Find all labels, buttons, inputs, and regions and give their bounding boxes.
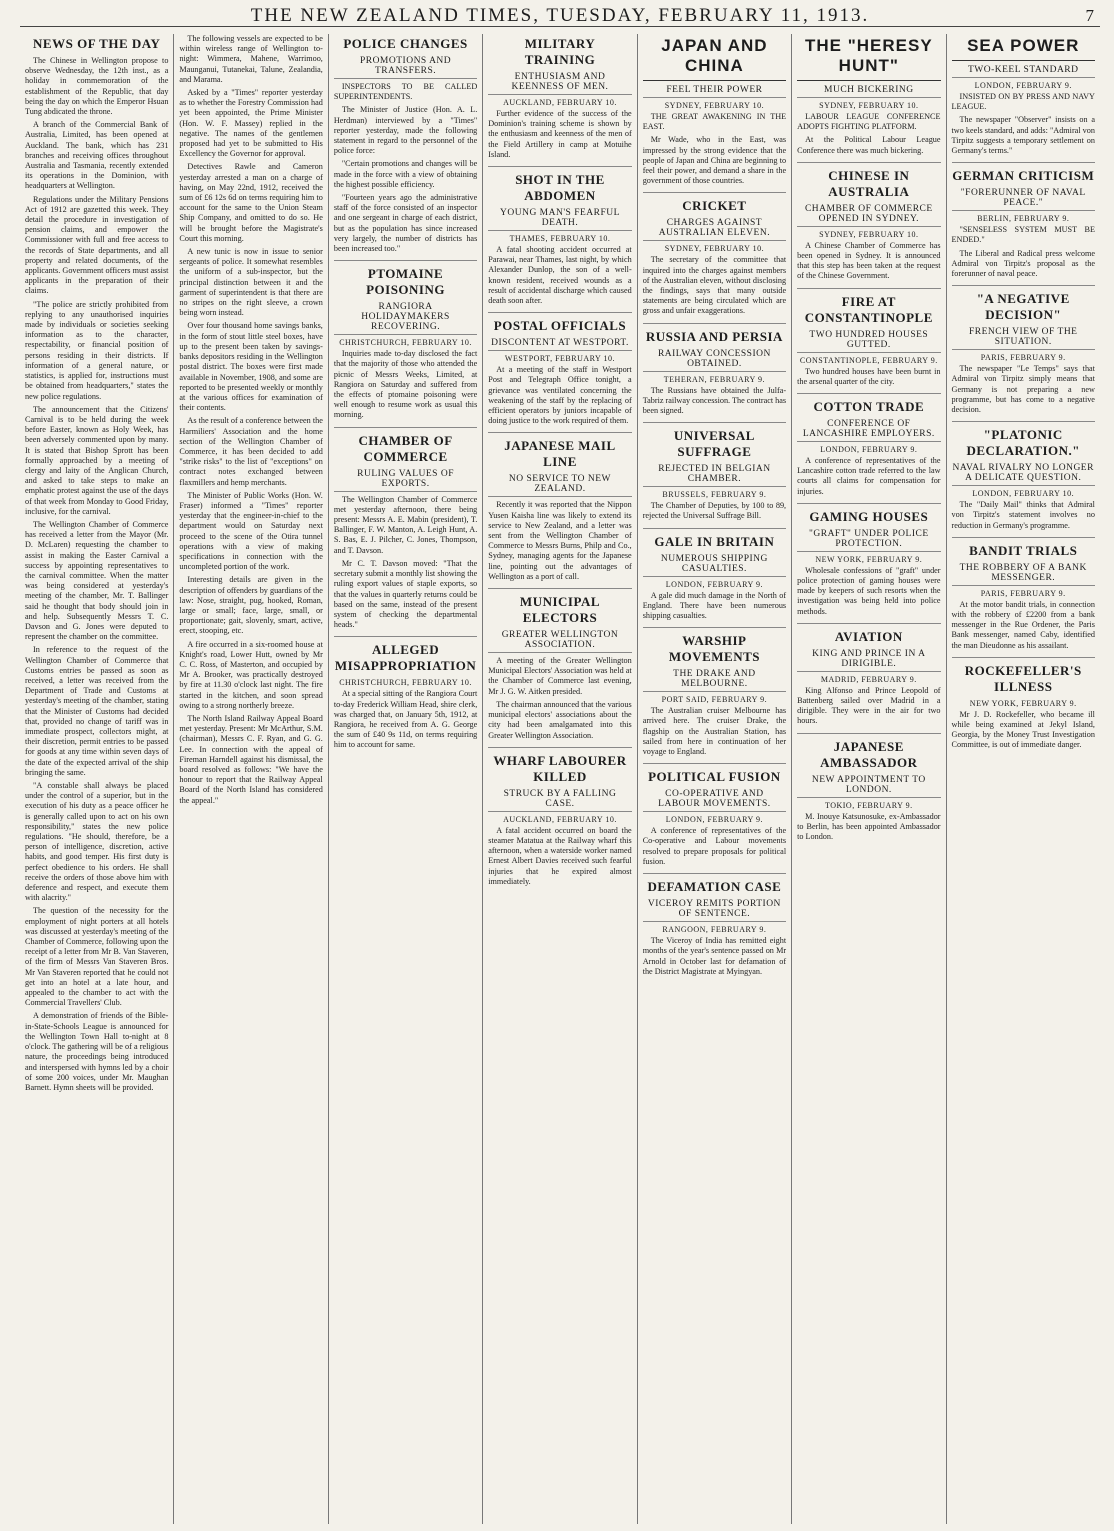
article-headline: GAMING HOUSES — [809, 508, 929, 524]
article-dateline: SYDNEY, FEBRUARY 10. — [664, 244, 765, 254]
column-1 — [20, 34, 173, 1524]
article — [643, 198, 786, 316]
article — [643, 534, 786, 622]
column-4 — [482, 34, 636, 1524]
article-paragraph: "Fourteen years ago the administrative staff of the force consisted of an inspector and one sergeant in charge of each district, but as the population has since increased very largely, the number of districts has been increased too." — [333, 193, 478, 254]
article-headline: CHINESE IN AUSTRALIA — [828, 167, 910, 199]
article-subhead: CO-OPERATIVE AND LABOUR MOVEMENTS. — [643, 789, 786, 812]
article-headline: PTOMAINE POISONING — [366, 266, 445, 298]
article-headline: THE "HERESY HUNT" — [797, 36, 940, 81]
article-paragraph: The Minister of Justice (Hon. A. L. Herdman) interviewed by a "Times" reporter yesterday, made the following statement in regard to the personnel of the police force: — [333, 105, 478, 156]
article-dateline: PARIS, FEBRUARY 9. — [980, 353, 1066, 363]
article-paragraph: The Australian cruiser Melbourne has arrived here. The cruiser Drake, the flagship on the Australian Station, has sailed from here in continuation of her voyage to England. — [642, 706, 787, 757]
article-dateline: PARIS, FEBRUARY 9. — [980, 588, 1066, 598]
article-subhead: GREATER WELLINGTON ASSOCIATION. — [488, 630, 631, 653]
article — [797, 294, 940, 387]
article-paragraph: Recently it was reported that the Nippon Yusen Kaisha line was likely to extend its service to New Zealand, and a letter was sent from the Wellington Chamber of Commerce to Messrs Burns, Philp and Co., Sydney, managing agents for the Japanese line, pointing out the advantages of Wellington as a port of call. — [488, 500, 632, 581]
article-paragraph: Mr C. T. Davson moved: "That the secretary submit a monthly list showing the ruling export values of staple exports, so that the values in quarterly returns could be based on the same, instead of the present system of checking the departmental heads." — [333, 558, 478, 630]
article-dateline: LONDON, FEBRUARY 9. — [665, 579, 763, 589]
article-divider — [488, 747, 631, 748]
column-3 — [328, 34, 482, 1524]
column-6 — [791, 34, 945, 1524]
article-subhead: FRENCH VIEW OF THE SITUATION. — [952, 327, 1095, 350]
article-headline: RUSSIA AND PERSIA — [645, 328, 783, 344]
column-7 — [946, 34, 1100, 1524]
article-paragraph: Mr Wade, who in the East, was impressed by the strong evidence that the people of Japan and China are beginning to feel their power, and demand a share in the government of those countries. — [642, 135, 787, 186]
article-paragraph: "The police are strictly prohibited from replying to any unauthorised inquiries made by individuals or societies seeking information as to the character, respectability, or financial position of persons residing in their districts. If information of a general nature, or statistics, is applied for, instructions must be obtained from headquarters," states the new police regulations. — [25, 299, 169, 401]
article-dateline: AUCKLAND, FEBRUARY 10. — [503, 814, 617, 824]
article-divider — [643, 192, 786, 193]
article-subhead: NAVAL RIVALRY NO LONGER A DELICATE QUESTION. — [952, 463, 1095, 486]
article-subhead: NUMEROUS SHIPPING CASUALTIES. — [643, 554, 786, 577]
article-divider — [488, 432, 631, 433]
article — [334, 36, 477, 254]
article-divider — [488, 588, 631, 589]
article-headline: POSTAL OFFICIALS — [493, 318, 627, 334]
article — [179, 34, 322, 806]
article-headline: ALLEGED MISAPPROPRIATION — [334, 642, 477, 674]
article-subhead: CHARGES AGAINST AUSTRALIAN ELEVEN. — [643, 218, 786, 241]
article-dateline: CONSTANTINOPLE, FEBRUARY 9. — [799, 355, 938, 365]
columns — [20, 34, 1100, 1524]
article-divider — [952, 285, 1095, 286]
article-dateline: BRUSSELS, FEBRUARY 9. — [662, 490, 767, 500]
article-subhead: NO SERVICE TO NEW ZEALAND. — [488, 474, 631, 497]
article — [797, 168, 940, 282]
article-dateline: TOKIO, FEBRUARY 9. — [824, 800, 913, 810]
article-dateline: TEHERAN, FEBRUARY 9. — [663, 374, 766, 384]
article-headline: MILITARY TRAINING — [524, 36, 596, 67]
article-paragraph: A gale did much damage in the North of England. There have been numerous shipping casualties. — [642, 590, 787, 621]
article-headline: POLICE CHANGES — [343, 36, 468, 51]
article-divider — [797, 503, 940, 504]
article-paragraph: Interesting details are given in the description of offenders by guardians of the law: Nose, straight, pug, hooked, Roman, large or small; face, large, small, or proportionate; gait, slovenly, smart, active, erect, stooping, etc. — [179, 575, 323, 636]
article — [488, 318, 631, 426]
article — [952, 36, 1095, 156]
article — [643, 633, 786, 757]
article — [643, 769, 786, 867]
article-headline: ROCKEFELLER'S ILLNESS — [964, 662, 1082, 694]
article-headline: SHOT IN THE ABDOMEN — [515, 172, 605, 204]
article-paragraph: Over four thousand home savings banks, in the form of stout little steel boxes, have up to the present been taken by savings-banks depositors residing in the Wellington postal district. The boxes were first made available in November, 1908, and some are reported to be presented weekly or monthly at the various offices for examination of their contents. — [179, 321, 323, 413]
article-subhead: RULING VALUES OF EXPORTS. — [334, 469, 477, 492]
article-headline: GALE IN BRITAIN — [654, 533, 775, 549]
article-paragraph: At a meeting of the staff in Westport Post and Telegraph Office tonight, a grievance was ventilated concerning the weakening of the staff by the replacing of efficient operators by juniors incapable of doing justice to the work required of them. — [488, 365, 632, 426]
article-divider — [952, 657, 1095, 658]
article — [952, 543, 1095, 651]
article-divider — [643, 422, 786, 423]
column-5 — [637, 34, 791, 1524]
article-paragraph: A conference of representatives of the Lancashire cotton trade referred to the law courts all claims for compensation for injuries. — [797, 456, 941, 496]
article-paragraph: The "Daily Mail" thinks that Admiral von Tirpitz's statement involves no reduction in Germany's programme. — [951, 500, 1095, 530]
article-paragraph: The secretary of the committee that inquired into the charges against members of the Australian eleven, without disclosing the findings, says that many outside statements are being circulated which are gross and unfair exaggerations. — [642, 255, 787, 316]
article-headline: NEWS OF THE DAY — [33, 36, 161, 51]
article-subhead: TWO HUNDRED HOUSES GUTTED. — [797, 330, 940, 353]
article-paragraph: The Russians have obtained the Julfa-Tabriz railway concession. The contract has been signed. — [642, 385, 787, 416]
article-paragraph: A meeting of the Greater Wellington Municipal Electors' Association was held at the Chamber of Commerce last evening, Mr J. G. W. Aitken presided. — [488, 656, 632, 696]
article-dateline: LONDON, FEBRUARY 9. — [974, 81, 1072, 90]
article — [952, 168, 1095, 279]
article-paragraph: "A constable shall always be placed under the control of a superior, but in the execution of his duty as a peace officer he is generally called upon to act on his own responsibility," states the new police regulations. "He should, therefore, be a person of intelligence, discretion, active habits, and good temper. His first duty is perfect obedience to his orders. He shall receive the orders of those above him with deference and respect, and execute them with alacrity." — [25, 781, 169, 903]
article-headline: POLITICAL FUSION — [648, 769, 781, 785]
article-paragraph: Regulations under the Military Pensions Act of 1912 are gazetted this week. They detail the procedure in investigation of pension claims, and empower the Commissioner with full and free access to the records of State departments, and all property and related documents, of the applicants. Government officers must assist applicants in the preparation of their claims. — [25, 194, 169, 296]
article-divider — [334, 636, 477, 637]
article-paragraph: As the result of a conference between the Harmiliers' Association and the home section of the Wellington Chamber of Commerce, it has been decided to add "strike risks" to the list of "exceptions" on contract notes exchanged between flaxmillers and hemp merchants. — [179, 416, 323, 487]
article-headline: WHARF LABOURER KILLED — [493, 752, 627, 784]
article-divider — [643, 873, 786, 874]
article-paragraph: At the Political Labour League Conference there was much bickering. — [797, 135, 941, 155]
article — [25, 36, 168, 1093]
article-paragraph: A fire occurred in a six-roomed house at Knight's road, Lower Hutt, owned by Mr C. C. Ross, of Masterton, and occupied by Mr A. Brooker, was practically destroyed by fire at 11.30 o'clock last night. The fire started in the kitchen, and soon spread owing to a strong northerly breeze. — [179, 639, 323, 710]
article-subhead: CHAMBER OF COMMERCE OPENED IN SYDNEY. — [797, 204, 940, 227]
article-paragraph: Inquiries made to-day disclosed the fact that the majority of those who attended the picnic of Messrs Weeks, Limited, at Rangiora on Saturday and suffered from the effects of ptomaine poisoning were well enough to resume work as usual this morning. — [333, 349, 478, 420]
article-dateline: MADRID, FEBRUARY 9. — [820, 674, 917, 684]
article — [797, 629, 940, 727]
article-paragraph: King Alfonso and Prince Leopold of Battenberg sailed over Madrid in a dirigible. They were in the air for two hours. — [797, 685, 941, 726]
article-subhead: KING AND PRINCE IN A DIRIGIBLE. — [797, 649, 940, 672]
article-paragraph: A new tunic is now in issue to senior sergeants of police. It somewhat resembles the uniform of a sub-inspector, but the principal distinction between it and the garment of superintendent is that there are no stripes on the right sleeve, a crown being worn instead. — [179, 247, 323, 318]
article-paragraph: Further evidence of the success of the Dominion's training scheme is shown by the enthusiasm and keenness of the men of the Field Artillery in camp at Motuihe Island. — [488, 109, 632, 159]
article-headline: GERMAN CRITICISM — [952, 168, 1095, 184]
article — [334, 433, 477, 631]
article-headline: COTTON TRADE — [813, 399, 925, 415]
article-paragraph: LABOUR LEAGUE CONFERENCE ADOPTS FIGHTING PLATFORM. — [797, 112, 941, 132]
article-subhead: THE DRAKE AND MELBOURNE. — [643, 669, 786, 692]
article-headline: FIRE AT CONSTANTINOPLE — [804, 293, 933, 325]
article-paragraph: The Wellington Chamber of Commerce met yesterday afternoon, there being present: Messrs A. E. Mabin (president), T. Ballinger, F. W. Manton, A. Leigh Hunt, A. S. Bas, E. J. Pilcher, C. Jones, Thompson, and T. Davson. — [333, 494, 478, 555]
article-subhead: RANGIORA HOLIDAYMAKERS RECOVERING. — [334, 302, 477, 335]
article-paragraph: Detectives Rawle and Cameron yesterday arrested a man on a charge of having, on May 22nd, 1912, received the sum of £6 12s 6d on terms requiring him to account for the same to the Union Steam Ship Company, and omitted to do so. He will be brought before the Magistrate's Court this morning. — [179, 162, 323, 243]
article-subhead: "GRAFT" UNDER POLICE PROTECTION. — [797, 529, 940, 552]
article-paragraph: M. Inouye Katsunosuke, ex-Ambassador to Berlin, has been appointed Ambassador to London. — [797, 811, 941, 842]
article — [488, 36, 631, 160]
article-paragraph: The Chamber of Deputies, by 100 to 89, rejected the Universal Suffrage Bill. — [642, 501, 787, 521]
article-paragraph: Asked by a "Times" reporter yesterday as to whether the Forestry Commission had yet been appointed, the Prime Minister (Hon. W. F. Massey) replied in the negative. The names of the gentlemen proposed had yet to be submitted to His Excellency the Governor for approval. — [179, 88, 323, 159]
article-paragraph: Two hundred houses have been burnt in the arsenal quarter of the city. — [797, 366, 941, 386]
article-subhead: CONFERENCE OF LANCASHIRE EMPLOYERS. — [797, 419, 940, 442]
article-paragraph: The following vessels are expected to be within wireless range of Wellington to-night: Wimmera, Mahene, Warrimoo, Maunganui, Tutanekai, Talune, Zealandia, and Marama. — [179, 34, 323, 84]
article-headline: UNIVERSAL SUFFRAGE — [673, 428, 755, 460]
article-headline: WARSHIP MOVEMENTS — [668, 633, 760, 665]
article — [643, 329, 786, 417]
article-headline: SEA POWER — [952, 36, 1095, 61]
article — [797, 509, 940, 617]
article-paragraph: "Certain promotions and changes will be made in the force with a view of obtaining the highest possible efficiency. — [333, 159, 478, 189]
article — [952, 291, 1095, 415]
article-paragraph: THE GREAT AWAKENING IN THE EAST. — [642, 112, 787, 132]
article-headline: JAPAN AND CHINA — [643, 36, 786, 81]
article — [952, 427, 1095, 531]
article-dateline: THAMES, FEBRUARY 10. — [509, 234, 611, 244]
article-subhead: "FORERUNNER OF NAVAL PEACE." — [952, 188, 1095, 211]
article-paragraph: The newspaper "Le Temps" says that Admiral von Tirpitz simply means that Germany is not preparing a new programme, but has come to a negative decision. — [951, 364, 1095, 415]
article-subhead: MUCH BICKERING — [797, 85, 940, 98]
article-subhead: THE ROBBERY OF A BANK MESSENGER. — [952, 563, 1095, 586]
article-subhead: TWO-KEEL STANDARD — [952, 65, 1095, 78]
article-headline: AVIATION — [834, 628, 903, 644]
article-headline: BANDIT TRIALS — [969, 542, 1078, 558]
article-dateline: SYDNEY, FEBRUARY 10. — [664, 101, 765, 110]
article — [334, 266, 477, 420]
article-subhead: PROMOTIONS AND TRANSFERS. — [334, 56, 477, 79]
article-dateline: NEW YORK, FEBRUARY 9. — [815, 554, 923, 564]
article-subhead: REJECTED IN BELGIAN CHAMBER. — [643, 464, 786, 487]
masthead — [20, 6, 1100, 27]
article-divider — [952, 537, 1095, 538]
article-divider — [334, 260, 477, 261]
article — [643, 428, 786, 521]
article-dateline: WESTPORT, FEBRUARY 10. — [504, 354, 616, 364]
article-dateline: CHRISTCHURCH, FEBRUARY 10. — [339, 338, 472, 348]
article — [797, 36, 940, 156]
article-subhead: RAILWAY CONCESSION OBTAINED. — [643, 349, 786, 372]
article-dateline: NEW YORK, FEBRUARY 9. — [969, 698, 1077, 708]
masthead-title: THE NEW ZEALAND TIMES, TUESDAY, FEBRUARY 11, 1913. — [250, 5, 870, 26]
article — [488, 438, 631, 582]
article-paragraph: Mr J. D. Rockefeller, who became ill while being examined at Jekyl Island, Georgia, by the Money Trust Investigation Committee, is out of immediate danger. — [951, 709, 1095, 750]
article-dateline: RANGOON, FEBRUARY 9. — [662, 925, 767, 935]
article-paragraph: At the motor bandit trials, in connection with the robbery of £2200 from a bank messenger in the Rue Ordener, the Paris Bank messenger, named Caby, identified the man Dieudonne as his assailant. — [951, 599, 1095, 650]
article-divider — [952, 162, 1095, 163]
article — [643, 36, 786, 186]
article-divider — [797, 623, 940, 624]
article — [488, 172, 631, 306]
article — [334, 642, 477, 750]
page-number: 7 — [1085, 6, 1094, 25]
article-headline: DEFAMATION CASE — [647, 879, 782, 895]
article-paragraph: A branch of the Commercial Bank of Australia, Limited, has been opened at Auckland. The bank, which has 231 branches and receiving offices throughout Australia and Tasmania, recently extended its operations in the Dominion, with headquarters at Wellington. — [25, 120, 169, 191]
article-divider — [797, 162, 940, 163]
article — [488, 594, 631, 741]
article-divider — [797, 393, 940, 394]
article-dateline: LONDON, FEBRUARY 9. — [820, 445, 918, 455]
article-dateline: AUCKLAND, FEBRUARY 10. — [503, 98, 617, 107]
article-paragraph: A demonstration of friends of the Bible-in-State-Schools League is announced for the Wellington Town Hall to-night at 8 o'clock. The gathering will be of a religious nature, the proceedings being introduced and interspersed with hymns led by a choir of some 200 voices, under Mr. Maughan Barnett. Hymn sheets will be provided. — [25, 1011, 169, 1092]
article-headline: JAPANESE AMBASSADOR — [820, 738, 918, 770]
article-divider — [952, 421, 1095, 422]
article — [797, 739, 940, 843]
article-divider — [488, 166, 631, 167]
article-headline: JAPANESE MAIL LINE — [504, 438, 616, 470]
article-headline: "A NEGATIVE DECISION" — [976, 291, 1070, 323]
article-headline: CHAMBER OF COMMERCE — [358, 432, 453, 464]
article-paragraph: In reference to the request of the Wellington Chamber of Commerce that Customs entries be passed as soon as received, a letter was received from the Department of Trade and Customs at yesterday's meeting of the chamber, stating that the Minister of Customs had decided that, provided no change of tariff was in immediate prospect, collectors might, at their discretion, permit entries to be passed for goods at any time within seven days of the date of the expected arrival of the ship bringing the same. — [25, 645, 169, 777]
article-paragraph: The announcement that the Citizens' Carnival is to be held during the week before Easter, known as Holy Week, has been adversely commented upon by many. It is stated that Bishop Sprott has been formally approached by a meeting of clergy and laity of the Anglican Church, and asked to take steps to make an emphatic protest against the use of the days of that week from Monday to Good Friday, inclusive, for the carnival. — [25, 404, 169, 516]
article-paragraph: The question of the necessity for the employment of night porters at all hotels was discussed at yesterday's meeting of the Chamber of Commerce, following upon the receipt of a letter from Mr B. Van Staveren, of the firm of Messrs Van Staveren Bros. Mr Van Staveren reported that he could not get into an hotel at a late hour, and appealed to the chamber to act with the Commercial Travellers' Club. — [25, 906, 169, 1008]
article-paragraph: A Chinese Chamber of Commerce has been opened in Sydney. It is announced that this step has been taken at the request of the Chinese Government. — [797, 240, 941, 281]
article-paragraph: "SENSELESS SYSTEM MUST BE ENDED." — [951, 225, 1095, 245]
article-subhead: FEEL THEIR POWER — [643, 85, 786, 98]
article-headline: "PLATONIC DECLARATION." — [966, 427, 1080, 459]
article-paragraph: A fatal accident occurred on board the steamer Matatua at the Railway wharf this afternoon, when a waterside worker named Ernest Albert Davies received such fearful injuries that he expired almost immediately. — [488, 825, 632, 886]
article-subhead: VICEROY REMITS PORTION OF SENTENCE. — [643, 899, 786, 922]
article — [488, 753, 631, 887]
article-dateline: CHRISTCHURCH, FEBRUARY 10. — [339, 678, 472, 688]
article-divider — [488, 312, 631, 313]
article-subhead: ENTHUSIASM AND KEENNESS OF MEN. — [488, 72, 631, 95]
article-headline: CRICKET — [682, 198, 747, 214]
article-divider — [643, 323, 786, 324]
article-paragraph: The Liberal and Radical press welcome Admiral von Tirpitz's proposal as the forerunner of naval peace. — [951, 248, 1095, 279]
article-paragraph: The chairman announced that the various municipal electors' associations about the city had been amalgamated into this Greater Wellington Association. — [488, 699, 632, 740]
article-paragraph: The newspaper "Observer" insists on a two keels standard, and adds: "Admiral von Tirpitz suggests a temporary settlement on Germany's terms." — [951, 115, 1095, 156]
article-headline: MUNICIPAL ELECTORS — [519, 594, 601, 626]
article-paragraph: INSPECTORS TO BE CALLED SUPERINTENDENTS. — [333, 82, 478, 102]
article-dateline: PORT SAID, FEBRUARY 9. — [661, 695, 768, 705]
article-paragraph: A fatal shooting accident occurred at Parawai, near Thames, last night, by which Alexander Dunlop, the son of a well-known resident, received wounds as a result of accidental discharge which caused death soon after. — [488, 245, 632, 306]
article — [952, 663, 1095, 751]
article-paragraph: The North Island Railway Appeal Board met yesterday. Present: Mr McArthur, S.M. (chairman), Messrs C. F. Ryan, and G. G. Lee. In connection with the appeal of Fireman Harndell against his dismissal, the board resolved as follows: "We have the honour to report that the Railway Appeal Board of the North Island has considered the appeal." — [179, 714, 323, 805]
article-subhead: DISCONTENT AT WESTPORT. — [488, 338, 631, 351]
article-paragraph: The Minister of Public Works (Hon. W. Fraser) informed a "Times" reporter yesterday that the engineer-in-chief to the department would on Saturday next proceed to the scene of the Otira tunnel operations with a view of making specifications in connection with the uncompleted portion of the work. — [179, 490, 323, 572]
article-dateline: SYDNEY, FEBRUARY 10. — [819, 229, 919, 239]
article — [797, 399, 940, 497]
article-paragraph: Wholesale confessions of "graft" under police protection of gaming houses were made by keepers of such resorts when the investigation was being held into police methods. — [797, 565, 941, 616]
article — [643, 879, 786, 977]
column-2 — [173, 34, 327, 1524]
article-divider — [797, 288, 940, 289]
article-divider — [334, 427, 477, 428]
article-dateline: BERLIN, FEBRUARY 9. — [977, 214, 1070, 224]
article-subhead: STRUCK BY A FALLING CASE. — [488, 789, 631, 812]
article-paragraph: At a special sitting of the Rangiora Court to-day Frederick William Head, shire clerk, was charged that, on January 5th, 1912, at Rangiora, he received from A. G. George the sum of £40 9s 11d, on terms requiring him to account for same. — [333, 689, 478, 750]
article-paragraph: The Wellington Chamber of Commerce has received a letter from the Mayor (Mr. D. McLaren) requesting the chamber to assist in making the Easter Carnival a success by appointing representatives to the carnival committee. When the matter was being considered at yesterday's meeting of the chamber, Mr. T. Ballinger said he thought that body should join in and help. Subsequently Messrs T. C. Davson and G. Jones were deputed to represent the chamber on the committee. — [25, 519, 169, 642]
article-paragraph: INSISTED ON BY PRESS AND NAVY LEAGUE. — [951, 92, 1095, 112]
article-divider — [797, 733, 940, 734]
article-paragraph: The Chinese in Wellington propose to observe Wednesday, the 12th inst., as a holiday in commemoration of the establishment of the Republic, that day being the day on which the Emperor Hsuan Tung abdicated the throne. — [25, 56, 169, 117]
article-dateline: LONDON, FEBRUARY 10. — [972, 489, 1075, 499]
article-subhead: YOUNG MAN'S FEARFUL DEATH. — [488, 208, 631, 231]
article-dateline: SYDNEY, FEBRUARY 10. — [819, 101, 919, 110]
article-divider — [643, 763, 786, 764]
article-subhead: NEW APPOINTMENT TO LONDON. — [797, 775, 940, 798]
article-dateline: LONDON, FEBRUARY 9. — [665, 815, 763, 825]
article-paragraph: The Viceroy of India has remitted eight months of the year's sentence passed on Mr Arnold in October last for defamation of the District Magistrate at Myingyan. — [642, 936, 787, 976]
article-divider — [643, 528, 786, 529]
article-paragraph: A conference of representatives of the Co-operative and Labour movements resolved to prepare proposals for political fusion. — [642, 826, 787, 866]
article-divider — [643, 627, 786, 628]
